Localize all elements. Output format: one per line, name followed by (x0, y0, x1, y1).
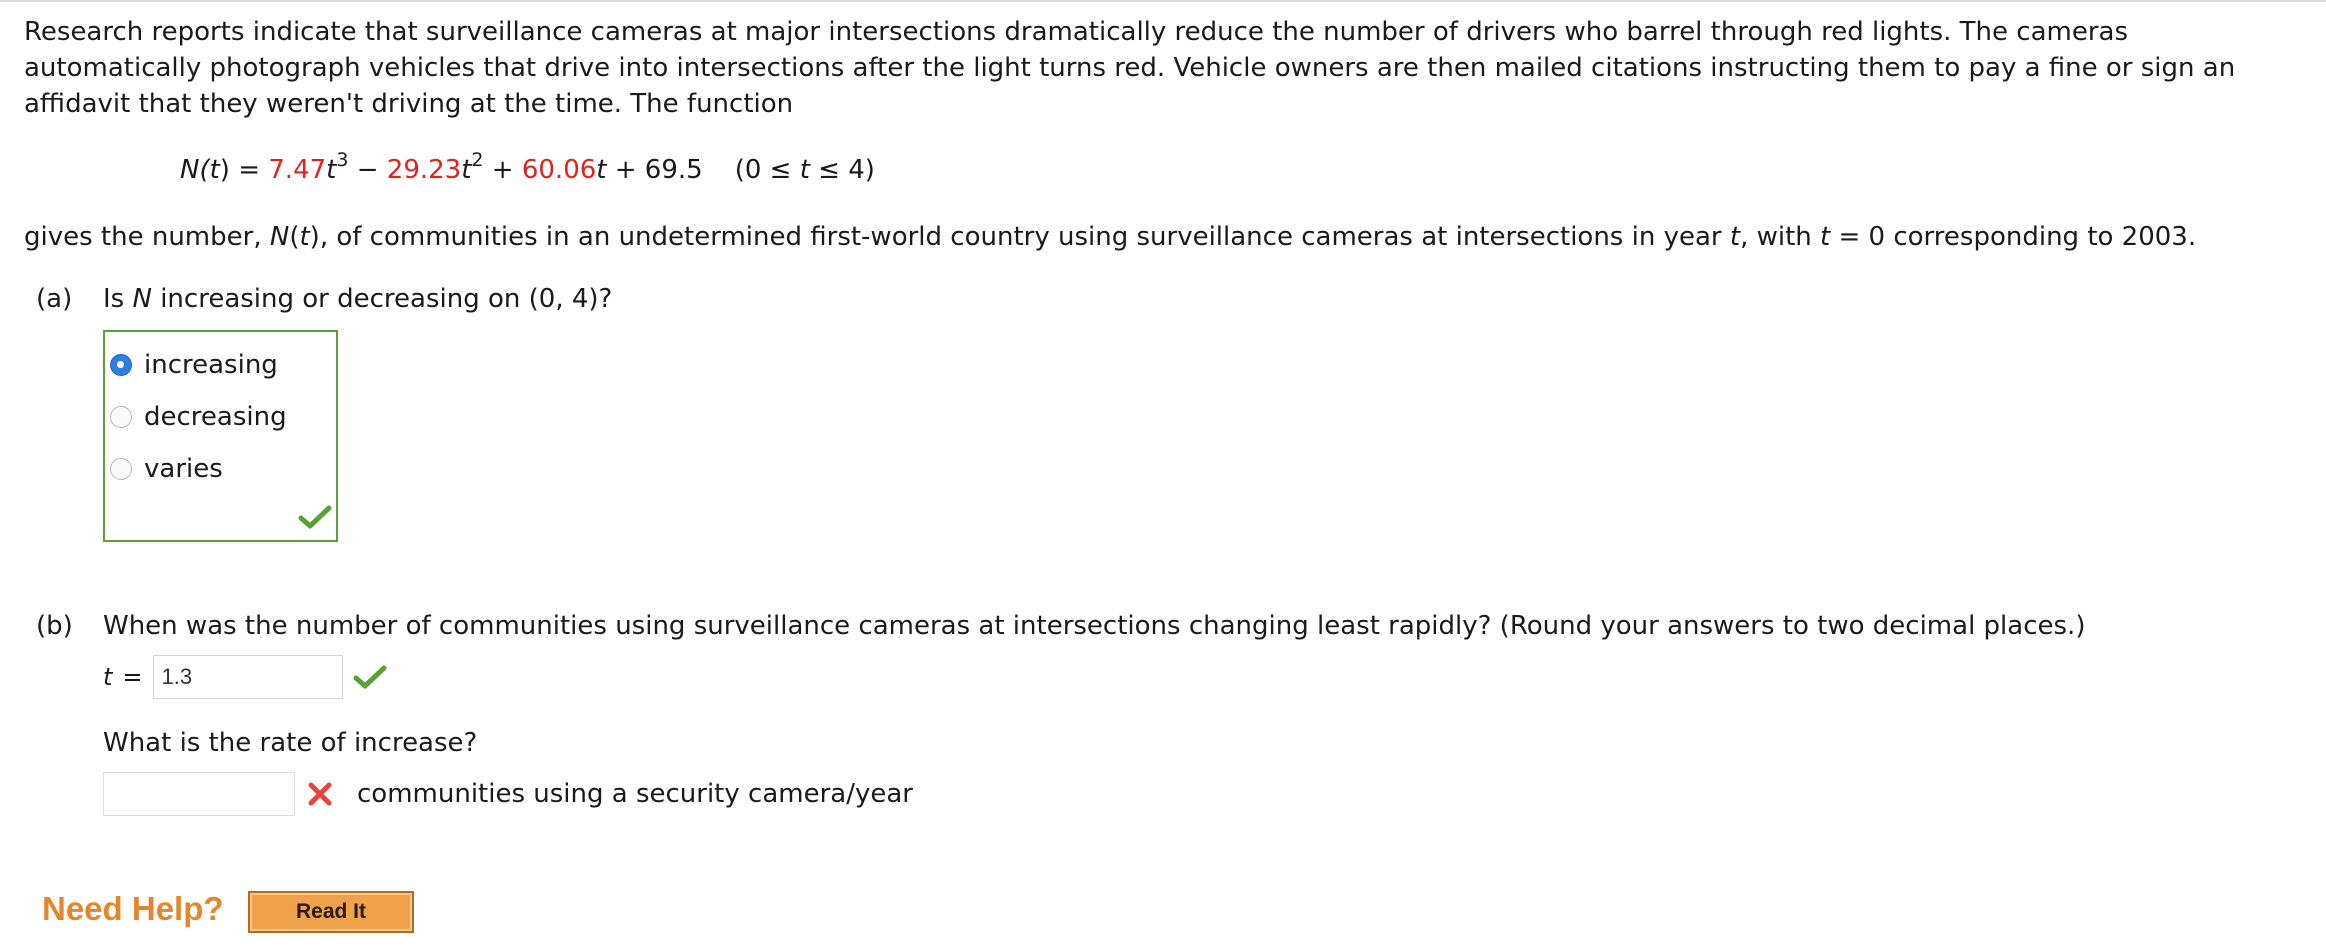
intro-paragraph: Research reports indicate that surveillance cameras at major intersections dramatically reduce the number of drivers who barrel through red lights. The cameras automatically photograph vehicles that drive into intersections after the light turns red. Vehicle owners are then mailed citations instructing them to pay a fine or sign an affidavit that they weren't driving at the time. The function (24, 17, 2236, 119)
read-it-button[interactable]: Read It (248, 891, 414, 933)
part-a-question: Is N increasing or decreasing on (0, 4)? (103, 284, 613, 314)
part-b-label: (b) (36, 611, 73, 641)
domain-close: ≤ 4) (809, 155, 875, 185)
formula-var: t (209, 155, 220, 185)
coef-quadratic: 29.23 (386, 155, 462, 185)
part-b-question: When was the number of communities using surveillance cameras at intersections changing least rapidly? (Round your answers to two decimal places.) (103, 611, 2086, 641)
t-answer-input[interactable]: 1.3 (153, 655, 343, 699)
rate-question: What is the rate of increase? (103, 728, 478, 758)
part-a-label: (a) (36, 284, 73, 314)
coef-linear: 60.06 (521, 155, 597, 185)
answer-box-a (103, 330, 338, 542)
formula-constant: + 69.5 (606, 155, 703, 185)
checkmark-icon (353, 664, 387, 690)
gives-sentence: gives the number, N(t), of communities in an undetermined first-world country using surveillance cameras at intersections in year t, with t = 0 corresponding to 2003. (24, 222, 2197, 252)
need-help-label: Need Help? (42, 890, 224, 927)
checkmark-icon (298, 504, 332, 530)
formula-n: N( (180, 155, 210, 185)
option-label: increasing (144, 350, 278, 380)
radio-button[interactable] (110, 458, 132, 480)
option-label: varies (144, 454, 223, 484)
formula-var: t (461, 155, 472, 185)
rate-answer-row (103, 772, 913, 816)
radio-button-selected[interactable] (110, 354, 132, 376)
rate-unit-label: communities using a security camera/year (357, 779, 913, 809)
option-label: decreasing (144, 402, 287, 432)
t-answer-row (103, 655, 387, 699)
rate-answer-input[interactable] (103, 772, 295, 816)
formula-var: t (596, 155, 607, 185)
formula-var: t (799, 155, 810, 185)
formula-var: t (326, 155, 337, 185)
equals-sign: = (122, 663, 143, 691)
coef-cubic: 7.47 (268, 155, 327, 185)
x-mark-icon (307, 781, 333, 807)
formula-plus: + (483, 155, 522, 185)
exp-2: 2 (471, 149, 484, 172)
formula-minus: − (348, 155, 387, 185)
radio-button[interactable] (110, 406, 132, 428)
function-formula (180, 149, 875, 188)
option-decreasing[interactable] (109, 397, 287, 437)
exp-3: 3 (336, 149, 349, 172)
option-increasing[interactable] (109, 345, 278, 385)
formula-eq: ) = (219, 155, 269, 185)
top-divider (0, 0, 2326, 2)
domain-open: (0 ≤ (734, 155, 800, 185)
t-label: t (103, 663, 113, 691)
option-varies[interactable] (109, 449, 223, 489)
